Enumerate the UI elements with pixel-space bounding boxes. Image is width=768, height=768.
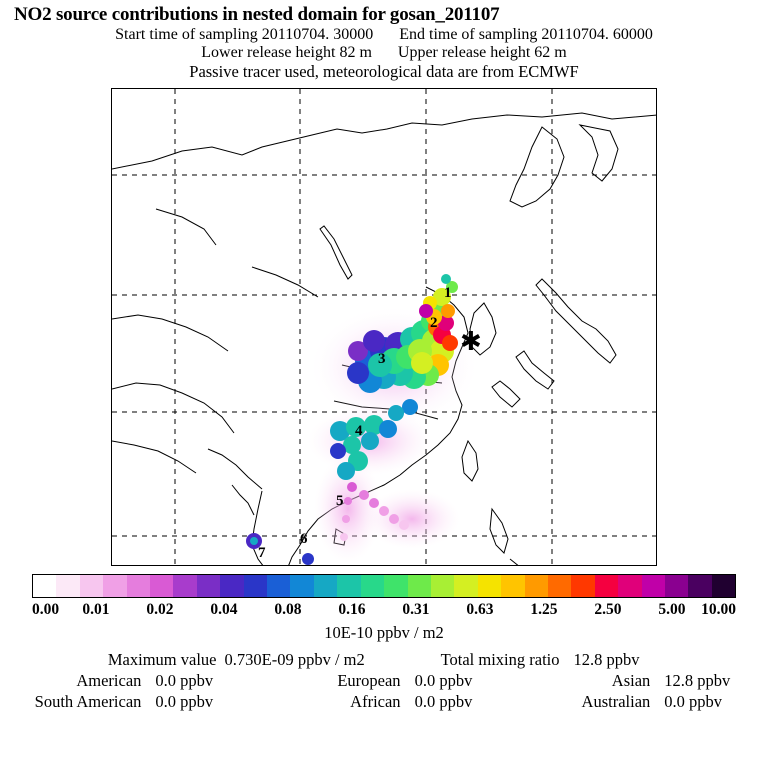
colorbar-swatch-17 xyxy=(431,575,454,597)
total-mixing-ratio-label: Total mixing ratio xyxy=(440,650,560,669)
release-height-row xyxy=(0,44,768,62)
region-label-6: 6 xyxy=(300,531,308,547)
colorbar-swatch-13 xyxy=(337,575,360,597)
colorbar-swatch-6 xyxy=(173,575,196,597)
colorbar-tick-10: 5.00 xyxy=(658,601,686,618)
colorbar-swatch-26 xyxy=(642,575,665,597)
colorbar-gradient xyxy=(32,574,736,598)
colorbar-swatch-0 xyxy=(33,575,56,597)
concentration-field xyxy=(246,274,480,565)
max-value-label: Maximum value xyxy=(107,650,217,669)
contrib-value-asian: 12.8 ppbv xyxy=(664,671,731,690)
colorbar-swatch-20 xyxy=(501,575,524,597)
colorbar-swatch-1 xyxy=(56,575,79,597)
colorbar-swatch-16 xyxy=(408,575,431,597)
contrib-value-south-american: 0.0 ppbv xyxy=(155,692,214,711)
footer-row-contrib-2 xyxy=(0,691,768,712)
total-mixing-ratio-value: 12.8 ppbv xyxy=(573,650,640,669)
region-label-7: 7 xyxy=(258,545,266,561)
region-label-5: 5 xyxy=(336,493,344,509)
colorbar-swatch-28 xyxy=(688,575,711,597)
contrib-value-european: 0.0 ppbv xyxy=(414,671,473,690)
colorbar-swatch-25 xyxy=(618,575,641,597)
contrib-value-australian: 0.0 ppbv xyxy=(664,692,723,711)
contrib-label-american: American xyxy=(76,671,142,690)
footer-row-max xyxy=(0,649,768,670)
colorbar-tick-6: 0.31 xyxy=(402,601,430,618)
tracer-note: Passive tracer used, meteorological data are from ECMWF xyxy=(189,62,579,81)
colorbar-swatch-8 xyxy=(220,575,243,597)
colorbar-tick-11: 10.00 xyxy=(701,601,736,618)
colorbar-swatch-19 xyxy=(478,575,501,597)
colorbar-tick-5: 0.16 xyxy=(338,601,366,618)
colorbar-tick-labels xyxy=(32,601,736,621)
colorbar-tick-1: 0.01 xyxy=(82,601,110,618)
contrib-value-american: 0.0 ppbv xyxy=(155,671,214,690)
colorbar-tick-2: 0.02 xyxy=(146,601,174,618)
colorbar-swatch-27 xyxy=(665,575,688,597)
map-panel xyxy=(111,88,657,566)
colorbar-swatch-5 xyxy=(150,575,173,597)
colorbar-swatch-4 xyxy=(127,575,150,597)
region-label-3: 3 xyxy=(378,351,386,367)
contrib-label-australian: Australian xyxy=(581,692,651,711)
colorbar-swatch-18 xyxy=(454,575,477,597)
region-label-1: 1 xyxy=(444,285,452,301)
contrib-value-african: 0.0 ppbv xyxy=(414,692,473,711)
lower-release-height-label: Lower release height 82 m xyxy=(201,44,372,61)
contrib-label-european: European xyxy=(337,671,401,690)
colorbar xyxy=(32,574,736,600)
footer-summary xyxy=(0,649,768,712)
colorbar-swatch-11 xyxy=(290,575,313,597)
colorbar-tick-3: 0.04 xyxy=(210,601,238,618)
colorbar-swatch-24 xyxy=(595,575,618,597)
colorbar-swatch-12 xyxy=(314,575,337,597)
contrib-label-african: African xyxy=(350,692,401,711)
end-time-label: End time of sampling 20110704. 60000 xyxy=(399,26,653,43)
colorbar-swatch-29 xyxy=(712,575,735,597)
colorbar-tick-8: 1.25 xyxy=(530,601,558,618)
colorbar-unit-label: 10E-10 ppbv / m2 xyxy=(324,623,444,642)
start-time-label: Start time of sampling 20110704. 30000 xyxy=(115,26,374,43)
colorbar-swatch-7 xyxy=(197,575,220,597)
map-svg xyxy=(112,89,657,566)
colorbar-swatch-14 xyxy=(361,575,384,597)
colorbar-tick-7: 0.63 xyxy=(466,601,494,618)
map-frame xyxy=(111,88,657,566)
colorbar-swatch-22 xyxy=(548,575,571,597)
colorbar-swatch-21 xyxy=(525,575,548,597)
colorbar-tick-4: 0.08 xyxy=(274,601,302,618)
contrib-label-asian: Asian xyxy=(611,671,651,690)
footer-row-contrib-1 xyxy=(0,670,768,691)
sampling-time-row xyxy=(0,26,768,44)
receptor-star-icon: ✱ xyxy=(460,327,482,356)
colorbar-swatch-15 xyxy=(384,575,407,597)
page-title: NO2 source contributions in nested domain for gosan_201107 xyxy=(14,4,500,25)
contrib-label-south-american: South American xyxy=(34,692,142,711)
region-label-2: 2 xyxy=(430,315,438,331)
region-label-4: 4 xyxy=(355,423,363,439)
upper-release-height-label: Upper release height 62 m xyxy=(397,44,567,61)
colorbar-tick-9: 2.50 xyxy=(594,601,622,618)
colorbar-swatch-2 xyxy=(80,575,103,597)
colorbar-swatch-9 xyxy=(244,575,267,597)
colorbar-swatch-10 xyxy=(267,575,290,597)
colorbar-swatch-23 xyxy=(571,575,594,597)
max-value: 0.730E-09 ppbv / m2 xyxy=(224,650,365,669)
colorbar-tick-0: 0.00 xyxy=(32,601,60,618)
colorbar-swatch-3 xyxy=(103,575,126,597)
